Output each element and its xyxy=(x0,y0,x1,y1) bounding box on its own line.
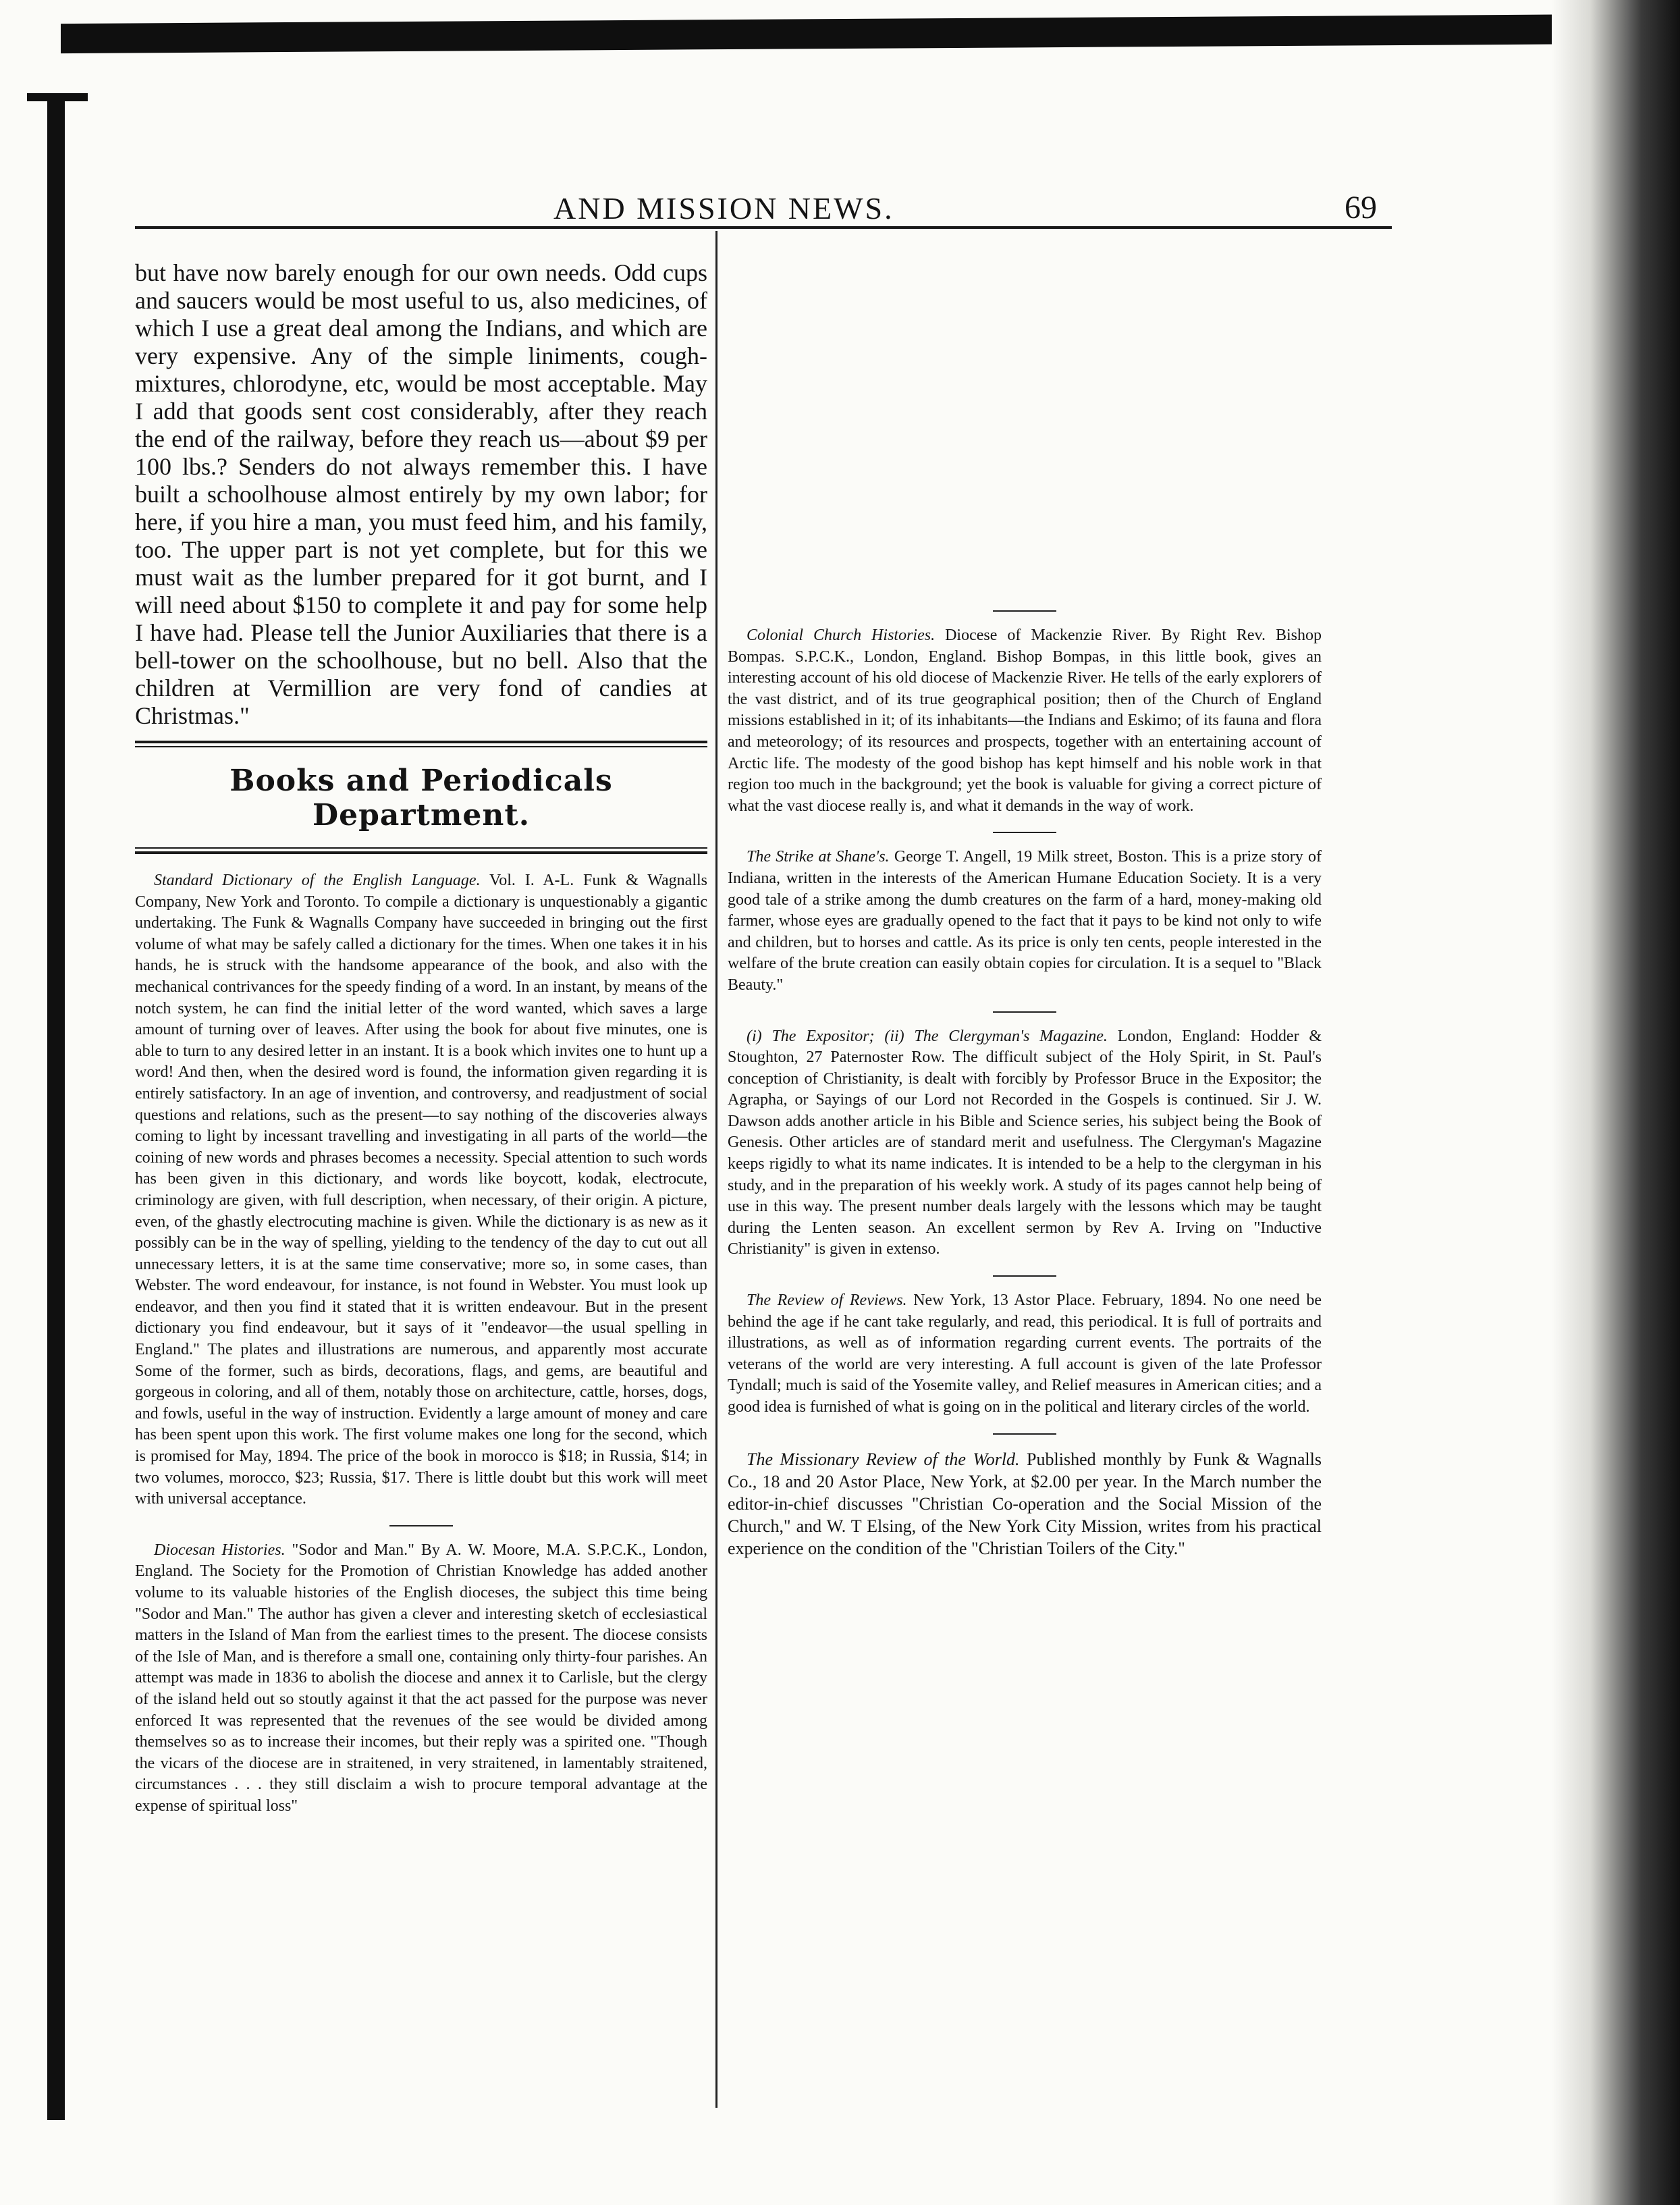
section-rule-thick xyxy=(135,741,707,743)
review-body: "Sodor and Man." By A. W. Moore, M.A. S.P.C.K., London, England. The Society for the Promotion of Christian Knowledge has added another volume to its valuable histories of the English dioceses, the subject this time being "Sodor and Man." The author has given a clever and interesting sketch of ecclesiastical matters in the Island of Man from the earliest times to the present. The diocese consists of the Isle of Man, and is therefore a small one, containing only thirty-four parishes. An attempt was made in 1836 to abolish the diocese and annex it to Carlisle, but the clergy of the island held out so stoutly against it that the act passed for the purpose was never enforced It was represented that the revenues of the see would be divided among themselves so as to increase their incomes, but their reply was a spirited one. "Though the vicars of the diocese are in straitened, in very straitened, in lamentably straitened, circumstances . . . they still disclaim a wish to procure temporal advantage at the expense of spiritual loss" xyxy=(135,1541,708,1815)
running-header xyxy=(135,190,1390,224)
column-divider xyxy=(715,231,717,2108)
review-diocesan-histories xyxy=(135,1540,707,1817)
section-title: Books and Periodicals Department. xyxy=(229,764,613,832)
review-colonial-church xyxy=(728,625,1322,817)
review-expositor xyxy=(728,1026,1322,1261)
section-rule-thick-bottom xyxy=(135,851,707,854)
review-divider xyxy=(993,1275,1056,1277)
review-divider xyxy=(993,832,1056,833)
review-standard-dictionary xyxy=(135,870,707,1510)
running-title: AND MISSION NEWS. xyxy=(553,191,894,225)
left-column xyxy=(135,259,707,1817)
page-number: 69 xyxy=(1345,190,1377,225)
review-divider xyxy=(993,1011,1056,1013)
section-rule-thin-bottom xyxy=(135,847,707,849)
review-body: New York, 13 Astor Place. February, 1894. No one need be behind the age if he cant take regularly, and read, this periodical. It is full of portraits and illustrations, as well as of information regarding current events. The portraits of the veterans of the world are very interesting. A full account is given of the late Professor Tyndall; much is said of the Yosemite valley, and Relief measures in American cities; and a good idea is furnished of what is going on in the political and literary circles of the world. xyxy=(728,1292,1322,1416)
review-body: George T. Angell, 19 Milk street, Boston. This is a prize story of Indiana, written in the interests of the American Humane Education Society. It is a very good tale of a strike among the dumb creatures on the farm of a hard, money-making old farmer, whose eyes are gradually opened to the fact that it pays to be kind not only to wife and children, but to horses and cattle. As its price is only ten cents, people interested in the welfare of the brute creation can easily obtain copies for circulation. It is a sequel to "Black Beauty." xyxy=(728,848,1322,994)
section-rule-thin xyxy=(135,746,707,747)
review-title: Colonial Church Histories. xyxy=(747,627,936,644)
review-divider xyxy=(993,1433,1056,1435)
review-body: Vol. I. A-L. Funk & Wagnalls Company, New York and Toronto. To compile a dictionary is unquestionably a gigantic undertaking. The Funk & Wagnalls Company have succeeded in bringing out the first volume of what may be safely called a dictionary for the times. When one takes it in his hands, he is struck with the handsome appearance of the book, and also with the mechanical contrivances for the speedy finding of a word. In an instant, by means of the notch system, he can find the initial letter of the word wanted, which saves a large amount of turning over of leaves. After using the book for about five minutes, one is able to turn to any desired letter in an instant. It is a book which invites one to hunt up a word! And then, when the desired word is found, the information given regarding it is entirely satisfactory. In an age of invention, and controversy, and readjustment of social questions and relations, such as the present—to say nothing of the discoveries always coming to light by incessant travelling and investigating in all parts of the world—the coining of new words and phrases becomes a necessity. Special attention to such words has been given in this dictionary, and words like boycott, kodak, electrocute, criminology are given, with full description, when necessary, of their origin. A picture, even, of the ghastly electrocuting machine is given. While the dictionary is as new as it possibly can be in the way of spelling, yielding to the tendency of the day to cut out all unnecessary letters, it is at the same time conservative; more so, in some cases, than Webster. The word endeavour, for instance, is not found in Webster. You must look up endeavor, and then you find it stated that it is written endeavour. But in the present dictionary you find endeavour, but it says of it "endeavor—the usual spelling in England." The plates and illustrations are numerous, and apparently most accurate Some of the former, such as birds, decorations, flags, and gems, are beautiful and gorgeous in coloring, and all of them, notably those on architecture, cattle, horses, dogs, and fowls, useful in the way of instruction. Evidently a large amount of money and care has been spent upon this work. The first volume makes one long for the second, which is promised for May, 1894. The price of the book in morocco is $18; in Russia, $14; in two volumes, morocco, $23; Russia, $17. There is little doubt but this work will meet with universal acceptance. xyxy=(135,872,707,1508)
review-title: The Review of Reviews. xyxy=(747,1292,907,1310)
review-body: Diocese of Mackenzie River. By Right Rev. Bishop Bompas. S.P.C.K., London, England. Bishop Bompas, in this little book, gives an interesting account of his old diocese of Mackenzie River. He tells of the early explorers of the vast district, and of its true geographical position; then of the Church of England missions established in it; of its inhabitants—the Indians and Eskimo; of its fauna and flora and meteorology; of its resources and prospects, together with an entertaining account of Arctic life. The modesty of the good bishop has kept himself and his noble work in that region too much in the background; yet the book is valuable for giving a correct picture of what the vast diocese really is, and what it demands in the way of work. xyxy=(728,627,1322,815)
review-title: Diocesan Histories. xyxy=(154,1541,286,1559)
review-strike-at-shanes xyxy=(728,847,1322,996)
scan-dark-band xyxy=(61,14,1627,53)
right-column xyxy=(728,265,1322,1560)
review-divider xyxy=(389,1525,453,1526)
header-rule xyxy=(135,226,1392,229)
scan-right-shadow xyxy=(1552,0,1680,2205)
review-missionary-review xyxy=(728,1448,1322,1560)
review-body: London, England: Hodder & Stoughton, 27 Paternoster Row. The difficult subject of the Holy Spirit, in St. Paul's conception of Christianity, is dealt with forcibly by Professor Bruce in the Expositor; the Agrapha, or Sayings of our Lord not Recorded in the Gospels is continued. Sir J. W. Dawson adds another article in his Bible and Science series, his subject being the Book of Genesis. Other articles are of standard merit and usefulness. The Clergyman's Magazine keeps rigidly to what its name indicates. It is intended to be a help to the clergyman in his study, and in the preparation of his weekly work. A study of its pages cannot help being of use in this way. The present number deals largely with the lessons which may be taught during the Lenten season. An excellent sermon by Rev A. Irving on "Inductive Christianity" is given in extenso. xyxy=(728,1027,1322,1258)
review-title: The Strike at Shane's. xyxy=(747,848,890,866)
review-title: (i) The Expositor; (ii) The Clergyman's Magazine. xyxy=(747,1027,1108,1045)
continued-text-spacer xyxy=(728,265,1322,595)
page-left-border xyxy=(47,95,65,2120)
section-rule-bottom xyxy=(135,847,707,854)
page-left-border-cap xyxy=(27,93,88,101)
review-body: Published monthly by Funk & Wagnalls Co., 18 and 20 Astor Place, New York, at $2.00 per year. In the March number the editor-in-chief discusses "Christian Co-operation and the Social Mission of the Church," and W. T Elsing, of the New York City Mission, writes from his practical experience on the condition of the "Christian Toilers of the City." xyxy=(728,1449,1322,1558)
review-review-of-reviews xyxy=(728,1290,1322,1418)
scan-top-edge xyxy=(0,0,1680,80)
letter-text: but have now barely enough for our own needs. Odd cups and saucers would be most useful to us, also medicines, of which I use a great deal among the Indians, and which are very expensive. Any of the simple liniments, cough-mixtures, chlorodyne, etc, would be most acceptable. May I add that goods sent cost considerably, after they reach the end of the railway, before they reach us—about $9 per 100 lbs.? Senders do not always remember this. I have built a schoolhouse almost entirely by my own labor; for here, if you hire a man, you must feed him, and his family, too. The upper part is not yet complete, but for this we must wait as the lumber prepared for it got burnt, and I will need about $150 to complete it and pay for some help I have had. Please tell the Junior Auxiliaries that there is a bell-tower on the schoolhouse, but no bell. Also that the children at Vermillion are very fond of candies at Christmas." xyxy=(135,259,707,729)
review-title: Standard Dictionary of the English Language. xyxy=(154,872,481,889)
review-title: The Missionary Review of the World. xyxy=(747,1449,1020,1469)
review-divider xyxy=(993,610,1056,612)
section-rule-top xyxy=(135,741,707,747)
